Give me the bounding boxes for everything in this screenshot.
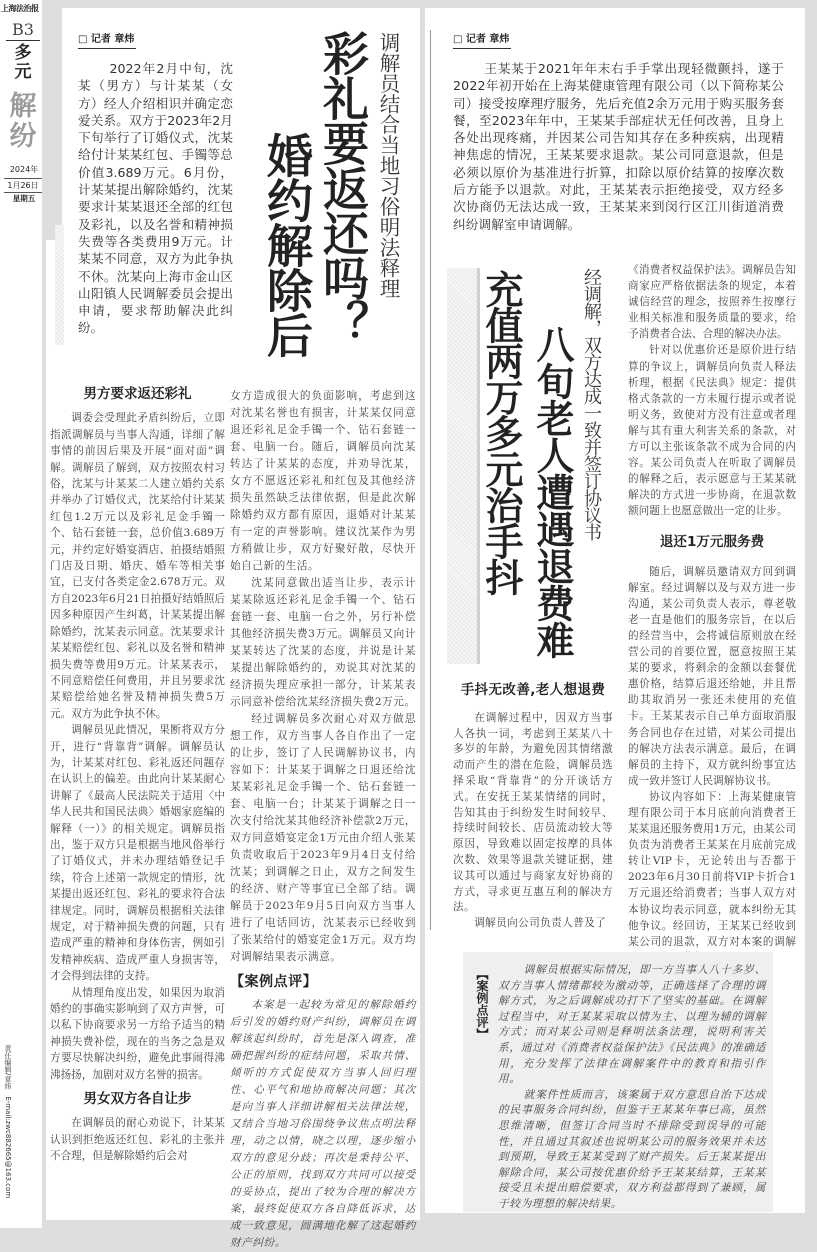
decorative-hatch bbox=[55, 225, 64, 345]
review-paragraph: 本案是一起较为常见的解除婚约后引发的婚约财产纠纷，调解员在调解该起纠纷时，首先是深入调查，准确把握纠纷的症结问题，采取共情、倾听的方式促使双方当事人回归理性、心平气和地协商解决问题；其次是向当事人详细讲解相关法律法规，又结合当地习俗围绕争议焦点明法释理，动之以情，晓之以理，逐步缩小双方的意见分歧；再次是秉持公平、公正的原则，找到双方共同可以接受的妥协点，提出了较为合理的解决方案，最终促使双方各自降低诉求，达成一致意见，圆满地化解了这起婚约财产纠纷。 bbox=[230, 999, 416, 1249]
article2-subtitle: 经调解，双方达成一致并签订协议书 bbox=[581, 268, 602, 540]
paragraph: 调委会受理此矛盾纠纷后，立即指派调解员与当事人沟通，详细了解事情的前因后果及开展“面对面”调解。调解员了解到，双方按照农村习俗，沈某与计某某二人建立婚约关系并举办了订婚仪式，沈某给付计某某红包1.2万元以及彩礼足金手镯一个、钻石套链一套，总价值3.689万元，并约定好婚宴酒店、拍摄结婚照门店及日期、婚庆、婚车等相关事宜，已支付各类定金2.678万元。双方自2023年6月21日拍摄好结婚照后因多种原因产生纠葛，计某某提出解除婚约，沈某表示同意。沈某要求计某某赔偿红包、彩礼以及名誉和精神损失费等费用9万元。计某某表示，不同意赔偿任何费用，并且另要求沈某赔偿给她名誉及精神损失费5万元。双方为此争执不休。 bbox=[50, 412, 225, 720]
article1-subtitle: 调解员结合当地习俗明法释理 bbox=[376, 32, 400, 299]
paragraph: 在调解过程中，因双方当事人各执一词，考虑到王某某八十多岁的年龄，为避免因其情绪激动而产生的潜在危险，调解员选择采取“背靠背”的分开谈话方式。在安抚王某某情绪的同时，告知其由于纠纷发生时间较早、持续时间较长、店员流动较大等原因，导致难以固定按摩的具体次数、效果等退款关键证据，建议其可以通过与商家友好协商的方式，寻求更互惠互利的解决方法。 bbox=[453, 711, 613, 914]
paragraph: 经过调解员多次耐心对双方做思想工作，双方当事人各自作出了一定的让步，签订了人民调解协议书，内容如下：计某某于调解之日退还给沈某某彩礼足金手镯一个、钻石套链一套、电脑一台；计某某于调解之日一次支付给沈某其他经济补偿款2万元，双方同意婚宴定金1万元由介绍人张某负责收取后于2023年9月4日支付给沈某；到调解之日止，双方之间发生的经济、财产等事宜已全部了结。调解员于2023年9月5日向双方当事人进行了电话回访，沈某表示已经收到了张某给付的婚宴定金1万元。双方均对调解结果表示满意。 bbox=[230, 713, 416, 963]
article2-column2 bbox=[628, 262, 796, 948]
decorative-hatch bbox=[447, 268, 480, 664]
article1-intro: 2022年2月中旬，沈某（男方）与计某某（女方）经人介绍相识并确定恋爱关系。双方于2023年2月下旬举行了订婚仪式，沈某给付计某某红包、手镯等总价值3.689万元。6月份，计某某提出解除婚约，沈某要求计某某退还全部的红包及彩礼，以及名誉和精神损失费等各类费用9万元。计某某不同意，双方为此争执不休。沈某向上海市金山区山阳镇人民调解委员会提出申请，要求帮助解决此纠纷。 bbox=[78, 61, 233, 336]
review-paragraph: 调解员根据实际情况，即一方当事人八十多岁、双方当事人情绪都较为激动等，正确选择了合理的调解方式，为之后调解成功打下了坚实的基础。在调解过程当中，对王某某采取以情为主、以理为辅的调解方式；而对某公司则是释明法条法理，说明利害关系，通过对《消费者权益保护法》《民法典》的准确适用，充分发挥了法律在调解案件中的教育和指引作用。 bbox=[498, 963, 766, 1086]
date-day: 1月26日 bbox=[4, 178, 42, 193]
article2-column1 bbox=[453, 677, 613, 937]
editor-credit: 责任编辑/章炜 E-mail:zwc882665@163.com bbox=[4, 1045, 12, 1199]
paragraph: 调解员见此情况，果断将双方分开，进行“背靠背”调解。调解员认为，计某某对红包、彩礼返还问题存在认识上的偏差。由此向计某某耐心讲解了《最高人民法院关于适用〈中华人民共和国民法典〉婚姻家庭编的解释（一）》的相关规定。调解员指出，鉴于双方只是根据当地风俗举行了订婚仪式，并未办理结婚登记手续，符合上述第一款规定的情形，沈某提出返还红包、彩礼的要求符合法律规定。同时，调解员根据相关法律规定，对于精神损失费的问题，只有造成严重的精神和身体伤害，例如引发精神疾病、造成严重人身损害等，才会得到法律的支持。 bbox=[50, 724, 225, 983]
weekday: 星期五 bbox=[12, 194, 36, 203]
page-number: B3 bbox=[6, 20, 40, 41]
article1-headline-1: 彩礼要返还吗？ bbox=[316, 30, 370, 345]
paragraph: 针对以优惠价还是原价进行结算的争议上，调解员向负责人释法析理，根据《民法典》规定：提供格式条款的一方未履行提示或者说明义务，致使对方没有注意或者理解与其有重大利害关系的条款，对方可以主张该条款不成为合同的内容。某公司负责人在听取了调解员的解释之后，表示愿意与王某某就解决的方式进一步协商，在退款数额问题上也愿意做出一定的让步。 bbox=[628, 344, 796, 518]
case-review-label: 【案例点评】 bbox=[475, 968, 489, 1040]
section-heading: 男女双方各自让步 bbox=[83, 1091, 192, 1108]
article1-headline-2: 婚约解除后 bbox=[260, 132, 314, 357]
case-review-text bbox=[498, 962, 766, 1212]
section-heading: 退还1万元服务费 bbox=[659, 533, 765, 550]
article2-intro: 王某某于2021年年末右手手掌出现轻微颤抖，遂于2022年初开始在上海某健康管理有限公司（以下简称某公司）接受按摩理疗服务，先后充值2余万元用于购买服务套餐，至2023年年中，王某某手部症状无任何改善，且身上各处出现疼痛，并因某公司告知其存在多种疾病，出现精神焦虑的情况，王某某要求退款。某公司同意退款，但是必须以原价为基准进行折算，扣除以原价结算的按摩次数后方能予以退款。对此，王某某表示拒绝接受，双方经多次协商仍无法达成一致，王某某来到闵行区江川街道消费纠纷调解室申请调解。 bbox=[453, 61, 784, 232]
paragraph: 调解员向公司负责人普及了 bbox=[474, 917, 607, 930]
date-year: 2024年 bbox=[9, 165, 39, 174]
article1-byline: □ 记者 章炜 bbox=[78, 30, 136, 49]
article2-byline: □ 记者 章炜 bbox=[453, 30, 511, 49]
section-heading: 男方要求返还彩礼 bbox=[83, 386, 192, 402]
review-paragraph: 就案件性质而言，该案属于双方意思自治下达成的民事服务合同纠纷，但鉴于王某某年事已高，虽然思维清晰，但签订合同当时不排除受到误导的可能性，并且通过其叙述也说明某公司的服务效果并未达到预期，导致王某某受到了财产损失。后王某某提出解除合同，某公司按优惠价给予王某某结算，王某某接受且未提出赔偿要求，双方利益都得到了兼顾，属于较为理想的解决结果。 bbox=[498, 1087, 766, 1210]
paragraph: 随后，调解员邀请双方回到调解室。经过调解以及与双方进一步沟通，某公司负责人表示，尊老敬老一直是他们的服务宗旨，在以后的经营当中，会将诚信原则放在经营公司的首要位置，愿意按照王某某的要求，将剩余的金额以套餐优惠价格，结算后退还给她，并且帮助其取消另一张还未使用的充值卡。王某某表示自己单方面取消服务合同也存在过错，对某公司提出的解决方法表示满意。最后，在调解员的主持下，双方就纠纷事宜达成一致并签订人民调解协议书。 bbox=[628, 565, 796, 787]
paragraph: 在调解员的耐心劝说下，计某某认识到拒绝返还红包、彩礼的主张并不合理，但是解除婚约后会对 bbox=[50, 1117, 225, 1163]
paragraph: 女方造成很大的负面影响，考虑到这对沈某名誉也有损害，计某某仅同意退还彩礼足金手镯一个、钻石套链一套、电脑一台。随后，调解员向沈某转达了计某某的态度，并劝导沈某，女方不愿返还彩礼和红包及其他经济损失虽然缺乏法律依据，但是此次解除婚约双方都有原因，退婚对计某某有一定的声誉影响。建议沈某作为男方稍做让步，双方好聚好散，尽快开始自己新的生活。 bbox=[230, 390, 416, 572]
column-divider bbox=[430, 30, 431, 930]
article2-headline-2: 八旬老人遭遇退费难 bbox=[530, 325, 575, 658]
article1-column1 bbox=[50, 382, 225, 1165]
article2-headline-1: 充值两万多元治手抖 bbox=[479, 270, 524, 594]
paragraph: 《消费者权益保护法》。调解员告知商家应严格依据法条的规定，本着诚信经营的理念，按照养生按摩行业相关标准和服务质量的要求，给予消费者合法、合理的解决办法。 bbox=[628, 264, 796, 341]
paragraph: 协议内容如下：上海某健康管理有限公司于本月底前向消费者王某某退还服务费用1万元，由某公司负责为消费者王某某在月底前完成转让VIP卡，无论转出与否都于2023年6月30日前将VIP卡折合1万元退还给消费者；当事人双方对本协议均表示同意，就本纠纷无其他争议。经回访，王某某已经收到某公司的退款，双方对本案的调解 bbox=[628, 790, 796, 948]
paragraph: 沈某同意做出适当让步，表示计某某除返还彩礼足金手镯一个、钻石套链一套、电脑一台之外，另行补偿其他经济损失费3万元。调解员又向计某某转达了沈某的态度，并说是计某某提出解除婚约的，劝说其对沈某的经济损失理应承担一部分，计某某表示同意补偿给沈某经济损失费2万元。 bbox=[230, 577, 416, 708]
section-name-line1: 多元 bbox=[14, 43, 32, 82]
paragraph: 从情理角度出发，如果因为取消婚约的事确实影响到了双方声誉，可以私下协商要求另一方给予适当的精神损失费补偿，现在的当务之急是双方要尽快解决纠纷，避免此事闹得沸沸扬扬，加剧对双方名誉的损害。 bbox=[50, 986, 225, 1081]
review-heading: 【案例点评】 bbox=[230, 974, 318, 990]
newspaper-masthead: 上海法治报 bbox=[1, 3, 39, 13]
section-name-line2: 解纷 bbox=[9, 91, 37, 152]
article1-column2 bbox=[230, 388, 416, 1249]
section-heading: 手抖无改善,老人想退费 bbox=[460, 682, 606, 698]
